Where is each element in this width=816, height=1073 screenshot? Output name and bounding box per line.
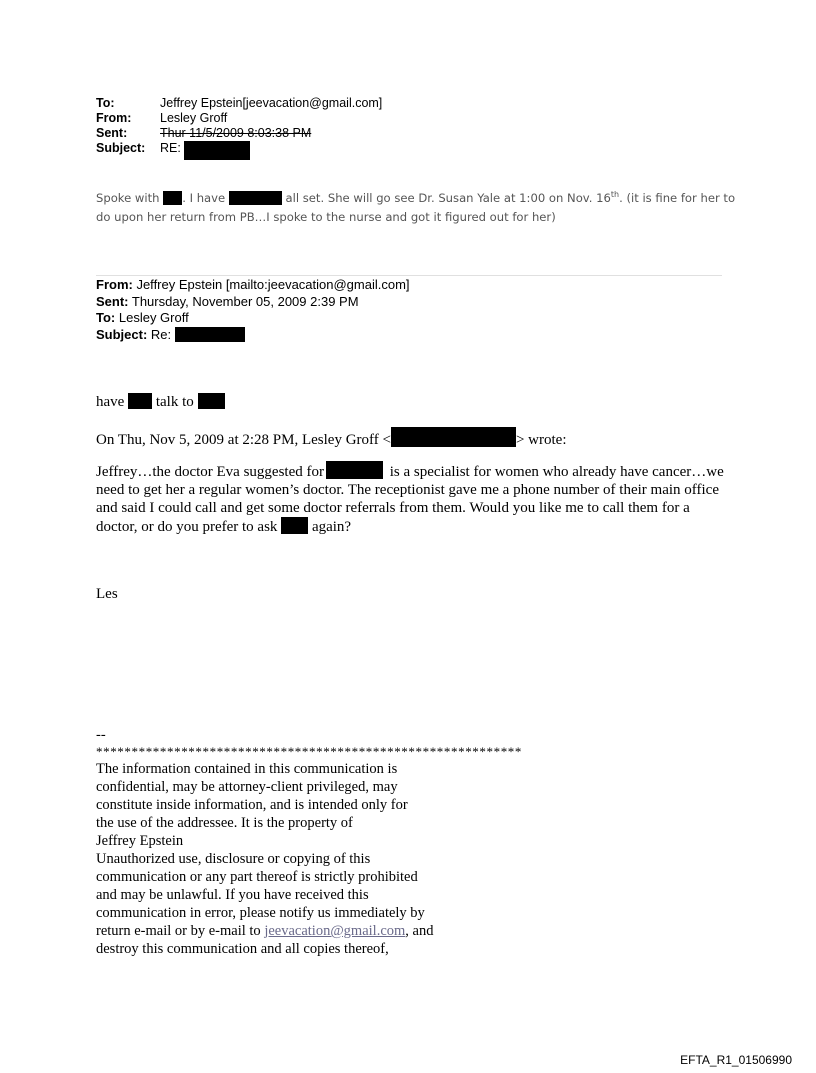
- quote-attribution: [96, 427, 567, 449]
- quoted-sent-row: [96, 294, 410, 311]
- subject-row: [96, 141, 382, 160]
- reply-text-4: . (it is fine for her to do upon her return from PB…I spoke to the nurse and got it figured out for her): [96, 191, 736, 224]
- attribution-text-1: On Thu, Nov 5, 2009 at 2:28 PM, Lesley Groff <: [96, 432, 391, 448]
- sig-line: Unauthorized use, disclosure or copying of this: [96, 851, 371, 867]
- reply-text-3: all set. She will go see Dr. Susan Yale at 1:00 on Nov. 16: [285, 191, 611, 205]
- quoted-to-value: Lesley Groff: [115, 310, 189, 325]
- redaction-box: [175, 327, 245, 342]
- quoted-message-paragraph: [96, 461, 726, 536]
- quoted-subject-label: Subject:: [96, 326, 148, 342]
- quoted-sent-value: Thursday, November 05, 2009 2:39 PM: [128, 293, 359, 309]
- sig-dashes: --: [96, 727, 106, 743]
- redaction-box: [163, 191, 182, 205]
- message-text-1: Jeffrey…the doctor Eva suggested for: [96, 464, 324, 480]
- quoted-from-label: From:: [96, 277, 133, 292]
- quoted-to-row: [96, 310, 410, 327]
- sent-row: [96, 126, 382, 141]
- reply-text-2: . I have: [182, 191, 226, 205]
- body-line-have: [96, 393, 225, 411]
- sig-line: [96, 922, 576, 940]
- sig-line: constitute inside information, and is intended only for: [96, 797, 408, 813]
- sig-line: communication in error, please notify us immediately by: [96, 905, 425, 921]
- document-id: EFTA_R1_01506990: [680, 1053, 792, 1067]
- from-row: [96, 111, 382, 126]
- reply-text-1: Spoke with: [96, 191, 160, 205]
- sig-line: communication or any part thereof is strictly prohibited: [96, 869, 418, 885]
- quoted-subject-row: [96, 327, 410, 344]
- sig-line: The information contained in this communication is: [96, 761, 398, 777]
- sig-line: the use of the addressee. It is the property of: [96, 815, 353, 831]
- sent-label: Sent:: [96, 126, 128, 140]
- from-label: From:: [96, 111, 132, 125]
- sig-text: , and: [405, 923, 434, 939]
- confidentiality-notice: [96, 726, 576, 958]
- reply-superscript: th: [610, 190, 620, 200]
- subject-label: Subject:: [96, 141, 146, 155]
- quoted-to-label: To:: [96, 310, 116, 325]
- redaction-box: [229, 191, 282, 205]
- sig-line: Jeffrey Epstein: [96, 833, 184, 849]
- sig-text: return e-mail or by e-mail to: [96, 923, 265, 939]
- attribution-text-2: > wrote:: [515, 432, 567, 448]
- sig-stars: ************************************************************: [96, 744, 522, 759]
- sig-line: destroy this communication and all copies thereof,: [96, 941, 389, 957]
- redaction-box: [326, 461, 383, 479]
- message-text-3: again?: [311, 519, 352, 535]
- have-text-2: talk to: [155, 394, 194, 410]
- quoted-subject-value: Re:: [147, 326, 172, 342]
- quoted-header: [96, 277, 410, 343]
- sign-off: Les: [96, 586, 118, 602]
- to-row: [96, 96, 382, 111]
- redaction-box: [198, 393, 225, 409]
- from-value: Lesley Groff: [160, 111, 228, 125]
- sent-value: Thur 11/5/2009 8:03:38 PM: [160, 126, 312, 140]
- redaction-box: [184, 141, 250, 160]
- email-link[interactable]: jeevacation@gmail.com: [264, 923, 406, 939]
- redaction-box: [128, 393, 152, 409]
- quoted-from-value: Jeffrey Epstein [mailto:jeevacation@gmail.com]: [132, 277, 410, 292]
- reply-paragraph: [96, 189, 736, 227]
- quoted-sent-label: Sent:: [96, 293, 129, 309]
- redaction-box: [391, 427, 516, 447]
- message-text-2: is a specialist for women who already have cancer…we need to get her a regular women’s doctor. The receptionist gave me a phone number of their main office and said I could call and get some doctor referrals from them. Would you like me to call them for a doctor, or do you prefer to ask: [96, 464, 724, 535]
- to-value: Jeffrey Epstein[jeevacation@gmail.com]: [160, 96, 383, 110]
- quoted-from-row: [96, 277, 410, 294]
- redaction-box: [281, 517, 308, 534]
- separator-line: [96, 275, 722, 276]
- to-label: To:: [96, 96, 115, 110]
- sig-line: confidential, may be attorney-client privileged, may: [96, 779, 398, 795]
- subject-value: RE:: [160, 141, 181, 155]
- email-header: [96, 96, 382, 160]
- have-text-1: have: [96, 394, 125, 410]
- sig-line: and may be unlawful. If you have received this: [96, 887, 369, 903]
